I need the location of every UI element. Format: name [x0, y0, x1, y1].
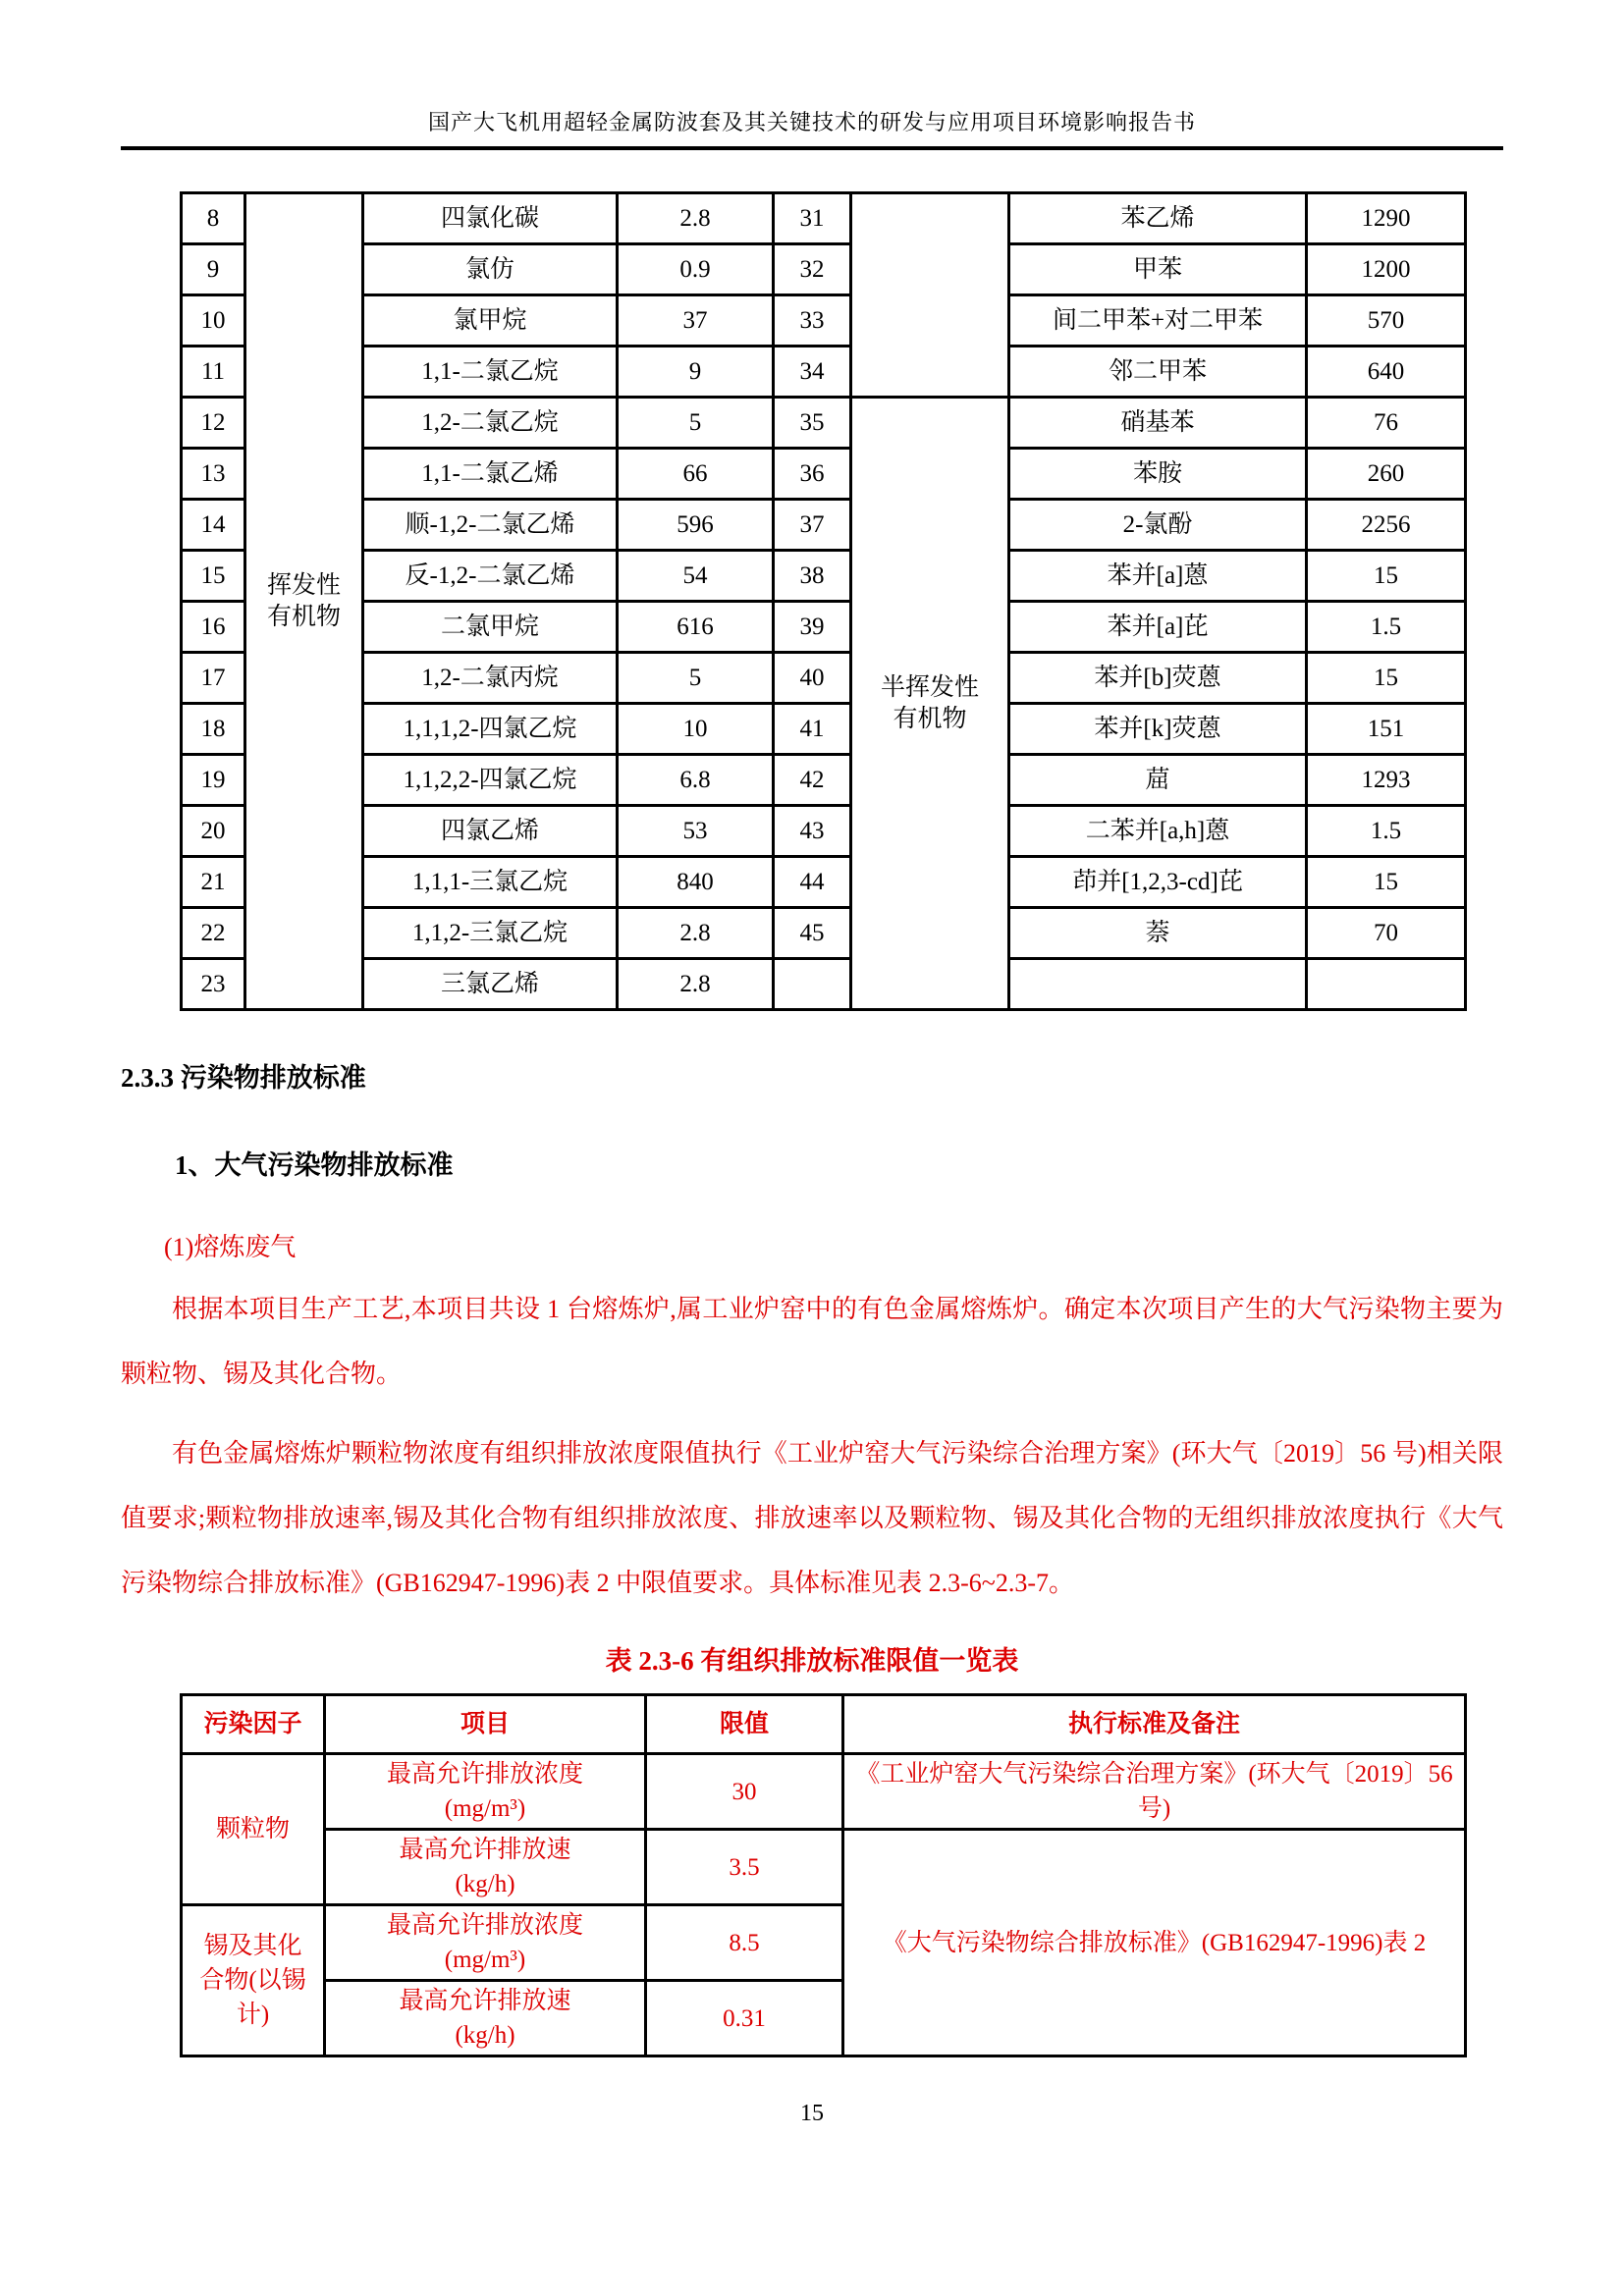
limit-value-cell: 15: [1307, 551, 1466, 602]
row-number-cell: 35: [774, 398, 851, 449]
table-row: [182, 551, 1466, 602]
pollutant-name-cell: 1,1-二氯乙烷: [363, 347, 618, 398]
table-header-row: [182, 1695, 1466, 1754]
table-row: [182, 398, 1466, 449]
limit-value-cell: 151: [1307, 704, 1466, 755]
row-number-cell: 14: [182, 500, 245, 551]
pollutant-name-cell: 1,1,2,2-四氯乙烷: [363, 755, 618, 806]
row-number-cell: 9: [182, 244, 245, 295]
pollutant-name-cell: 1,1,1,2-四氯乙烷: [363, 704, 618, 755]
row-number-cell: 12: [182, 398, 245, 449]
pollutant-name-cell: 苯并[b]荧蒽: [1009, 653, 1307, 704]
column-header-item: 项目: [325, 1695, 646, 1754]
pollutant-name-cell: 二苯并[a,h]蒽: [1009, 806, 1307, 857]
item-line-1: 最高允许排放速: [399, 1837, 571, 1864]
column-header-limit: 限值: [646, 1695, 843, 1754]
table-2-3-6-title: 表 2.3-6 有组织排放标准限值一览表: [605, 1646, 1019, 1677]
section-heading-2-3-3: 2.3.3 污染物排放标准: [121, 1063, 366, 1093]
pollutant-name-cell: 1,2-二氯乙烷: [363, 398, 618, 449]
item-line-1: 最高允许排放浓度: [386, 1761, 583, 1789]
header-title: 国产大飞机用超轻金属防波套及其关键技术的研发与应用项目环境影响报告书: [427, 110, 1196, 134]
limit-value-cell: 570: [1307, 295, 1466, 347]
pollutant-name-cell: 1,1-二氯乙烯: [363, 449, 618, 500]
table-row: [182, 295, 1466, 347]
pollutant-name-cell: 氯甲烷: [363, 295, 618, 347]
column-header-standard: 执行标准及备注: [843, 1695, 1466, 1754]
row-number-cell: 37: [774, 500, 851, 551]
limit-value-cell: 6.8: [618, 755, 774, 806]
limit-value-cell: 1.5: [1307, 806, 1466, 857]
limit-cell: 8.5: [646, 1905, 843, 1981]
table-row: [182, 959, 1466, 1010]
pollutant-name-cell: 苯乙烯: [1009, 193, 1307, 244]
table-row: [182, 755, 1466, 806]
limit-value-cell: 54: [618, 551, 774, 602]
pollutant-name-cell: [1009, 959, 1307, 1010]
table-row: [182, 806, 1466, 857]
limit-value-cell: 2256: [1307, 500, 1466, 551]
row-number-cell: 38: [774, 551, 851, 602]
item-line-2: (mg/m³): [444, 1947, 526, 1974]
table-row: [182, 857, 1466, 908]
item-cell: [325, 1905, 646, 1981]
table-row: [182, 1830, 1466, 1905]
pollutant-name-cell: 硝基苯: [1009, 398, 1307, 449]
row-number-cell: 13: [182, 449, 245, 500]
limit-value-cell: 0.9: [618, 244, 774, 295]
item-cell: [325, 1981, 646, 2056]
pollutant-name-cell: 四氯化碳: [363, 193, 618, 244]
row-number-cell: 16: [182, 602, 245, 653]
row-number-cell: 43: [774, 806, 851, 857]
row-number-cell: 18: [182, 704, 245, 755]
limit-value-cell: 9: [618, 347, 774, 398]
row-number-cell: 42: [774, 755, 851, 806]
page-header: [121, 106, 1503, 150]
table-row: [182, 449, 1466, 500]
category-cell-empty: [851, 193, 1009, 398]
pollutant-name-cell: 萘: [1009, 908, 1307, 959]
row-number-cell: 11: [182, 347, 245, 398]
pollutant-name-cell: 三氯乙烯: [363, 959, 618, 1010]
table-row: [182, 193, 1466, 244]
page-number: 15: [800, 2101, 824, 2127]
limit-value-cell: 260: [1307, 449, 1466, 500]
pollutant-name-cell: 二氯甲烷: [363, 602, 618, 653]
limit-value-cell: 5: [618, 653, 774, 704]
table-row: [182, 500, 1466, 551]
limit-value-cell: 37: [618, 295, 774, 347]
row-number-cell: 34: [774, 347, 851, 398]
table-row: [182, 602, 1466, 653]
row-number-cell: [774, 959, 851, 1010]
row-number-cell: 17: [182, 653, 245, 704]
paragraph-2: 有色金属熔炼炉颗粒物浓度有组织排放浓度限值执行《工业炉窑大气污染综合治理方案》(环大气〔2019〕56 号)相关限值要求;颗粒物排放速率,锡及其化合物有组织排放浓度、排放速率以及颗粒物、锡及其化合物的无组织排放浓度执行《大气污染物综合排放标准》(GB162947-1996)表 2 中限值要求。具体标准见表 2.3-6~2.3-7。: [121, 1438, 1503, 1598]
column-header-factor: 污染因子: [182, 1695, 325, 1754]
limit-value-cell: 15: [1307, 857, 1466, 908]
limit-value-cell: 76: [1307, 398, 1466, 449]
table-row: [182, 908, 1466, 959]
row-number-cell: 45: [774, 908, 851, 959]
pollutant-name-cell: 氯仿: [363, 244, 618, 295]
standard-cell: 《工业炉窑大气污染综合治理方案》(环大气〔2019〕56 号): [843, 1754, 1466, 1830]
limit-value-cell: 66: [618, 449, 774, 500]
pollutant-name-cell: 四氯乙烯: [363, 806, 618, 857]
row-number-cell: 36: [774, 449, 851, 500]
subsection-heading-air-standards: 1、大气污染物排放标准: [175, 1150, 454, 1180]
limit-value-cell: 2.8: [618, 908, 774, 959]
row-number-cell: 19: [182, 755, 245, 806]
pollutant-name-cell: 茚并[1,2,3-cd]芘: [1009, 857, 1307, 908]
pollutant-name-cell: 苯并[a]蒽: [1009, 551, 1307, 602]
row-number-cell: 8: [182, 193, 245, 244]
row-number-cell: 31: [774, 193, 851, 244]
item-line-2: (mg/m³): [444, 1795, 526, 1823]
pollutant-name-cell: 邻二甲苯: [1009, 347, 1307, 398]
pollutant-name-cell: 1,2-二氯丙烷: [363, 653, 618, 704]
limit-cell: 30: [646, 1754, 843, 1830]
item-line-2: (kg/h): [455, 1871, 515, 1898]
pollutant-name-cell: 2-氯酚: [1009, 500, 1307, 551]
pollutant-name-cell: 1,1,1-三氯乙烷: [363, 857, 618, 908]
row-number-cell: 44: [774, 857, 851, 908]
organized-emission-standards-table: [180, 1693, 1467, 2057]
category-cell-svoc: 半挥发性有机物: [851, 398, 1009, 1010]
item-cell: [325, 1754, 646, 1830]
factor-cell-tin: 锡及其化合物(以锡计): [182, 1905, 325, 2056]
row-number-cell: 39: [774, 602, 851, 653]
paragraph-1: 根据本项目生产工艺,本项目共设 1 台熔炼炉,属工业炉窑中的有色金属熔炼炉。确定本次项目产生的大气污染物主要为颗粒物、锡及其化合物。: [121, 1295, 1503, 1389]
category-cell-voc: 挥发性有机物: [245, 193, 363, 1010]
row-number-cell: 41: [774, 704, 851, 755]
limit-value-cell: 70: [1307, 908, 1466, 959]
item-line-2: (kg/h): [455, 2022, 515, 2050]
limit-value-cell: 15: [1307, 653, 1466, 704]
pollutant-name-cell: 甲苯: [1009, 244, 1307, 295]
limit-value-cell: 53: [618, 806, 774, 857]
row-number-cell: 33: [774, 295, 851, 347]
standard-cell: 《大气污染物综合排放标准》(GB162947-1996)表 2: [843, 1830, 1466, 2056]
limit-cell: 3.5: [646, 1830, 843, 1905]
table-row: [182, 347, 1466, 398]
row-number-cell: 15: [182, 551, 245, 602]
pollutant-name-cell: 䓛: [1009, 755, 1307, 806]
pollutant-name-cell: 苯并[a]芘: [1009, 602, 1307, 653]
limit-value-cell: 1200: [1307, 244, 1466, 295]
limit-value-cell: 2.8: [618, 959, 774, 1010]
pollutant-limits-table: [180, 191, 1467, 1011]
pollutant-name-cell: 苯胺: [1009, 449, 1307, 500]
row-number-cell: 23: [182, 959, 245, 1010]
row-number-cell: 21: [182, 857, 245, 908]
item-line-1: 最高允许排放速: [399, 1988, 571, 2015]
row-number-cell: 40: [774, 653, 851, 704]
item-line-1: 最高允许排放浓度: [386, 1912, 583, 1940]
row-number-cell: 32: [774, 244, 851, 295]
pollutant-name-cell: 1,1,2-三氯乙烷: [363, 908, 618, 959]
table-row: [182, 653, 1466, 704]
limit-value-cell: 1290: [1307, 193, 1466, 244]
table-row: [182, 1754, 1466, 1830]
factor-cell-particulate: 颗粒物: [182, 1754, 325, 1905]
item-cell: [325, 1830, 646, 1905]
subsection-item-smelting-gas: (1)熔炼废气: [164, 1233, 297, 1261]
limit-value-cell: 1293: [1307, 755, 1466, 806]
table-row: [182, 244, 1466, 295]
limit-value-cell: 616: [618, 602, 774, 653]
pollutant-name-cell: 反-1,2-二氯乙烯: [363, 551, 618, 602]
limit-value-cell: 1.5: [1307, 602, 1466, 653]
pollutant-name-cell: 间二甲苯+对二甲苯: [1009, 295, 1307, 347]
limit-value-cell: 5: [618, 398, 774, 449]
row-number-cell: 20: [182, 806, 245, 857]
limit-value-cell: [1307, 959, 1466, 1010]
limit-cell: 0.31: [646, 1981, 843, 2056]
limit-value-cell: 640: [1307, 347, 1466, 398]
pollutant-name-cell: 顺-1,2-二氯乙烯: [363, 500, 618, 551]
limit-value-cell: 10: [618, 704, 774, 755]
row-number-cell: 10: [182, 295, 245, 347]
table-row: [182, 704, 1466, 755]
pollutant-name-cell: 苯并[k]荧蒽: [1009, 704, 1307, 755]
row-number-cell: 22: [182, 908, 245, 959]
limit-value-cell: 840: [618, 857, 774, 908]
limit-value-cell: 596: [618, 500, 774, 551]
limit-value-cell: 2.8: [618, 193, 774, 244]
